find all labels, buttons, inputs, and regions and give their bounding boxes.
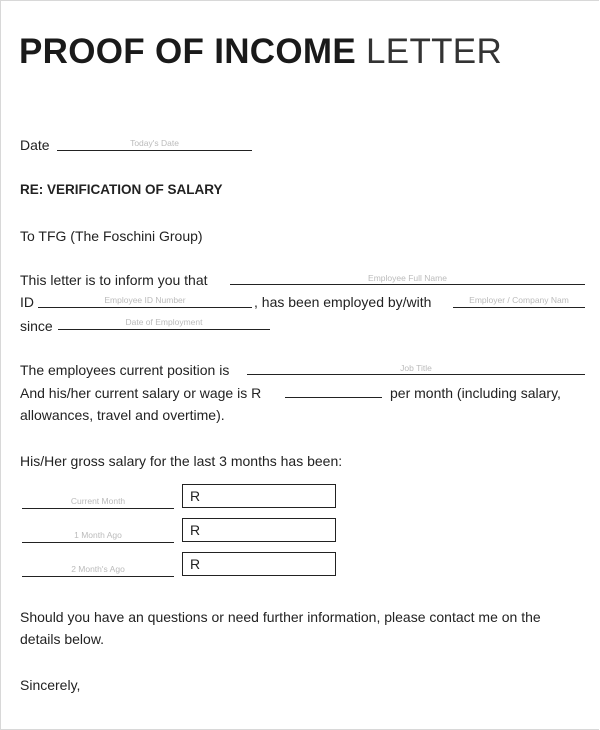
employer-field[interactable]: [453, 307, 585, 308]
employment-date-field[interactable]: [58, 329, 270, 330]
page-title: [19, 32, 502, 72]
since-label: since: [20, 318, 53, 334]
month-label-field[interactable]: [22, 542, 174, 543]
employed-text: , has been employed by/with: [254, 294, 432, 310]
date-field[interactable]: [57, 150, 252, 151]
month-label-field[interactable]: [22, 508, 174, 509]
employee-id-field[interactable]: [38, 307, 252, 308]
salary-text: And his/her current salary or wage is R: [20, 385, 262, 401]
closing-line-1: Should you have an questions or need further information, please contact me on the: [20, 609, 541, 625]
title-light: LETTER: [366, 32, 503, 71]
position-text: The employees current position is: [20, 362, 230, 378]
subject-line: RE: VERIFICATION OF SALARY: [20, 182, 223, 197]
title-bold: PROOF OF INCOME: [19, 32, 356, 71]
employee-id-placeholder: Employee ID Number: [104, 295, 186, 305]
month-label-field[interactable]: [22, 576, 174, 577]
amount-field[interactable]: R: [182, 552, 336, 576]
closing-line-2: details below.: [20, 631, 105, 647]
inform-intro: This letter is to inform you that: [20, 272, 208, 288]
amount-field[interactable]: R: [182, 518, 336, 542]
amount-field[interactable]: R: [182, 484, 336, 508]
recipient: To TFG (The Foschini Group): [20, 228, 203, 244]
job-title-field[interactable]: [247, 374, 585, 375]
id-label: ID: [20, 294, 34, 310]
employer-placeholder: Employer / Company Nam: [469, 295, 569, 305]
date-placeholder: Today's Date: [130, 138, 179, 148]
month-placeholder: 1 Month Ago: [74, 530, 122, 540]
per-month-text: per month (including salary,: [390, 385, 561, 401]
salary-field[interactable]: [285, 397, 382, 398]
date-label: Date: [20, 137, 50, 153]
gross-heading: His/Her gross salary for the last 3 months has been:: [20, 453, 343, 469]
employment-date-placeholder: Date of Employment: [125, 317, 203, 327]
allowances-text: allowances, travel and overtime).: [20, 407, 225, 423]
employee-name-placeholder: Employee Full Name: [368, 273, 447, 283]
job-title-placeholder: Job Title: [400, 363, 432, 373]
month-placeholder: 2 Month's Ago: [71, 564, 125, 574]
employee-name-field[interactable]: [230, 284, 585, 285]
month-placeholder: Current Month: [70, 496, 126, 506]
signoff: Sincerely,: [20, 677, 81, 693]
